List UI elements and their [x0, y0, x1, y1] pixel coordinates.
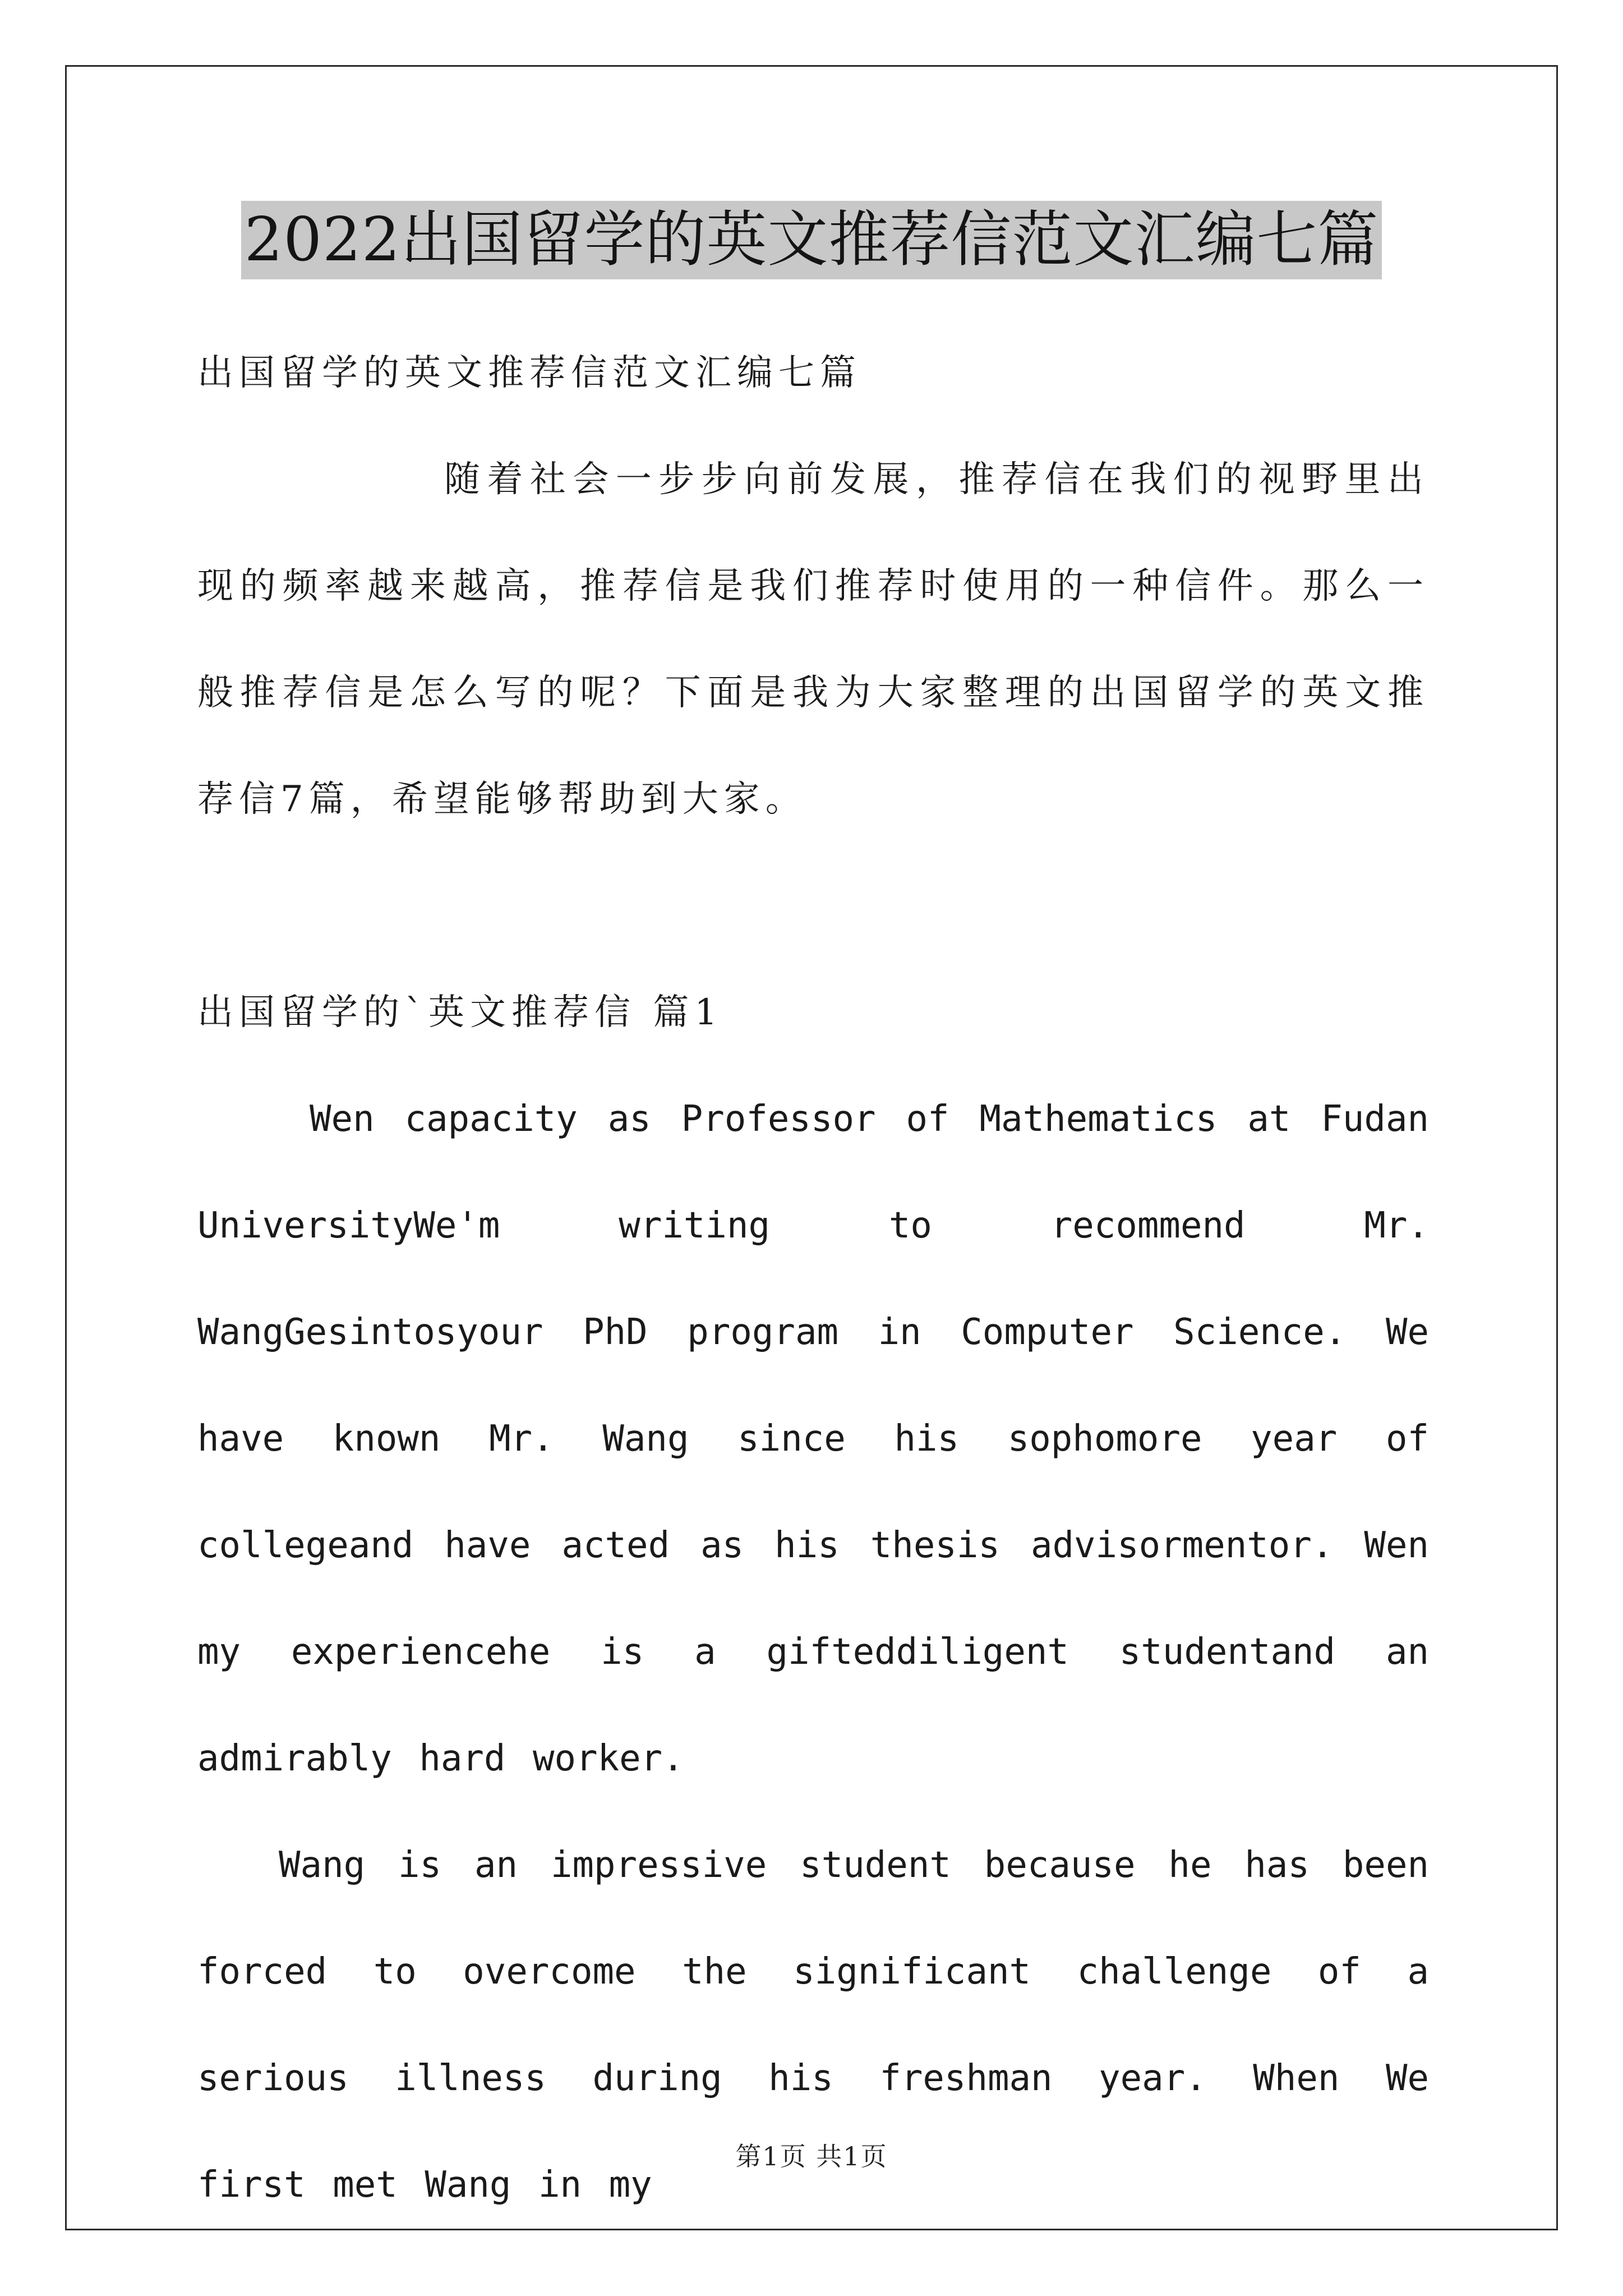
letter-paragraph-2: Wang is an impressive student because he has been forced to overcome the significant challenge of a serious illness during his freshman year. When We first met Wang in my — [197, 1844, 1429, 2206]
document-subtitle: 出国留学的英文推荐信范文汇编七篇 — [197, 352, 861, 394]
spacer — [197, 853, 1429, 959]
document-body — [197, 320, 1429, 2238]
section-heading: 出国留学的`英文推荐信 篇1 — [197, 992, 723, 1033]
intro-paragraph: 随着社会一步步向前发展，推荐信在我们的视野里出现的频率越来越高，推荐信是我们推荐时使用的一种信件。那么一般推荐信是怎么写的呢？下面是我为大家整理的出国留学的英文推荐信7篇，希望能够帮助到大家。 — [197, 459, 1429, 820]
page-footer: 第1页 共1页 — [735, 2141, 888, 2171]
document-title: 2022出国留学的英文推荐信范文汇编七篇 — [241, 201, 1382, 279]
title-container — [0, 201, 1623, 279]
letter-paragraph-1: Wen capacity as Professor of Mathematics at Fudan UniversityWe'm writing to recommend Mr. WangGesintosyour PhD program in Computer Science. We have known Mr. Wang since his sophomore year of collegeand have acted as his thesis advisormentor. Wen my experiencehe is a gifteddiligent studentand an admirably hard worker. — [197, 1098, 1429, 1779]
